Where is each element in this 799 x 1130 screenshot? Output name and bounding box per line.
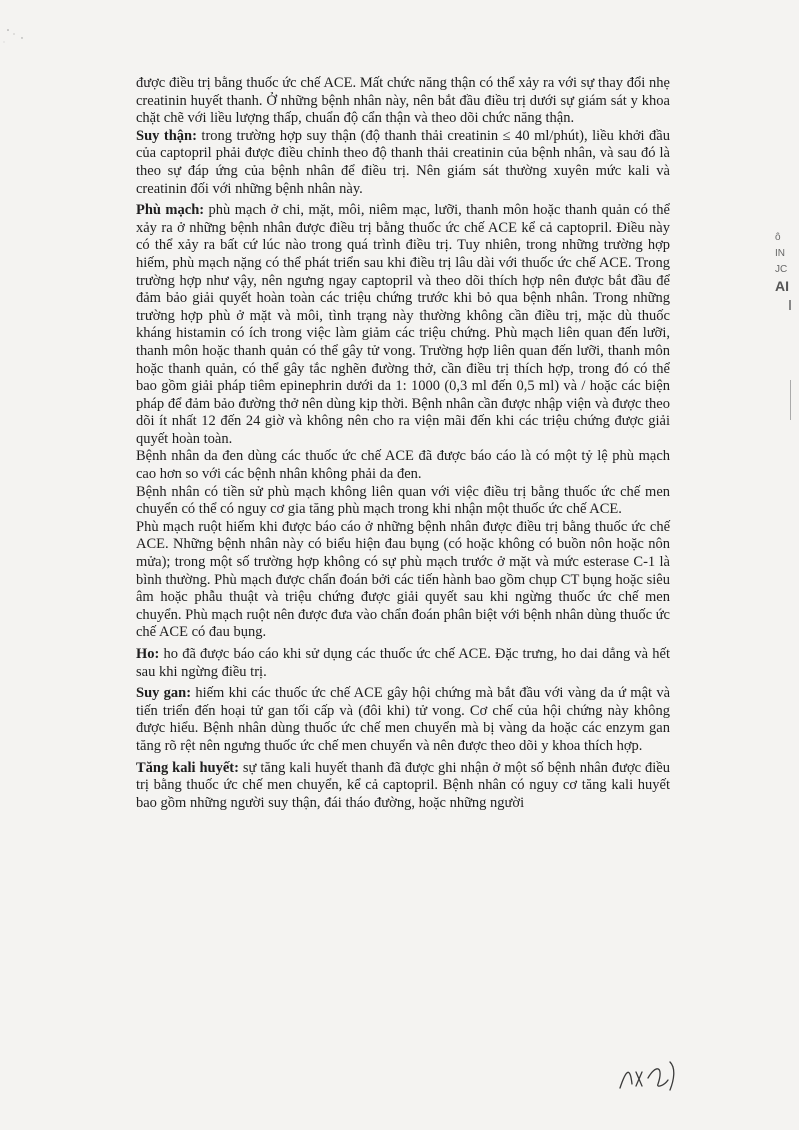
paragraph-label: Suy gan:	[136, 685, 192, 702]
edge-mark: JC	[775, 264, 788, 275]
edge-mark: AI	[775, 278, 789, 294]
paragraph-text: phù mạch ở chi, mặt, môi, niêm mạc, lưỡi, thanh môn hoặc thanh quản có thể xảy ra ở những bệnh nhân được điều trị bằng thuốc ức chế ACE kể cả captopril. Điều này có thể xảy ra bất cứ lúc nào trong quá trình điều trị. Tuy nhiên, trong những trường hợp hiếm, phù mạch nặng có thể phát triển sau khi điều trị lâu dài với thuốc ức chế ACE. Trong trường hợp như vậy, nên ngưng ngay captopril và theo dõi thích hợp nên được bắt đầu để đảm bảo giải quyết hoàn toàn các triệu chứng trước khi bỏ qua bệnh nhân. Trong những trường hợp phù ở mặt và môi, tình trạng này thường không cần điều trị, mặc dù thuốc kháng histamin có ích trong việc làm giảm các triệu chứng. Phù mạch liên quan đến lưỡi, thanh môn hoặc thanh quản có thể gây tử vong. Trường hợp liên quan đến lưỡi, thanh môn hoặc thanh quản, có thể gây tắc nghẽn đường thở, cần điều trị thích hợp, trong đó có thể bao gồm giải pháp tiêm epinephrin dưới da 1: 1000 (0,3 ml đến 0,5 ml) và / hoặc các biện pháp để đảm bảo đường thở nên dùng kịp thời. Bệnh nhân cần được nhập viện và được theo dõi ít nhất 12 đến 24 giờ và không nên cho ra viện mãi đến khi các triệu chứng được giải quyết hoàn toàn.	[136, 202, 670, 447]
paragraph-text: hiếm khi các thuốc ức chế ACE gây hội chứng mà bắt đầu với vàng da ứ mật và tiến triển đến hoại tử gan tối cấp và (đôi khi) tử vong. Cơ chế của hội chứng này không được hiểu. Bệnh nhân dùng thuốc ức chế men chuyển mà bị vàng da hoặc các enzym gan tăng rõ rệt nên ngưng thuốc ức chế men chuyển và nên được theo dõi y khoa thích hợp.	[136, 685, 671, 754]
edge-tick	[789, 300, 791, 310]
edge-mark: IN	[775, 248, 785, 259]
paragraph-text: Phù mạch ruột hiếm khi được báo cáo ở những bệnh nhân được điều trị bằng thuốc ức chế ACE. Những bệnh nhân này có biểu hiện đau bụng (có hoặc không có buồn nôn hoặc nôn mửa); trong một số trường hợp không có sự phù mạch trước ở mặt và mức esterase C-1 là bình thường. Phù mạch được chẩn đoán bởi các tiến hành bao gồm chụp CT bụng hoặc siêu âm hoặc phẫu thuật và triệu chứng được giải quyết sau khi ngừng thuốc ức chế men chuyển. Phù mạch ruột nên được đưa vào chẩn đoán phân biệt với bệnh nhân dùng thuốc ức chế ACE có đau bụng.	[136, 518, 670, 641]
paragraph-label: Ho:	[136, 646, 160, 662]
paragraph	[136, 484, 670, 519]
paragraph-text: Bệnh nhân da đen dùng các thuốc ức chế ACE đã được báo cáo là có một tỷ lệ phù mạch cao hơn so với các bệnh nhân không phải da đen.	[136, 448, 670, 483]
paragraph-label: Phù mạch:	[136, 202, 205, 219]
paragraph	[136, 448, 670, 483]
edge-mark: ô	[775, 232, 781, 243]
paragraph-intestinal-angioedema	[136, 519, 670, 642]
paragraph-hyperkalemia	[136, 760, 670, 813]
paragraph-label: Tăng kali huyết:	[136, 759, 239, 776]
paragraph-text: sự tăng kali huyết thanh đã được ghi nhận ở một số bệnh nhân được điều trị bằng thuốc ức chế men chuyển, kể cả captopril. Bệnh nhân có nguy cơ tăng kali huyết bao gồm những người suy thận, đái tháo đường, hoặc những người	[136, 759, 670, 811]
paragraph-text: được điều trị bằng thuốc ức chế ACE. Mất chức năng thận có thể xảy ra với sự thay đổi nhẹ creatinin huyết thanh. Ở những bệnh nhân này, nên bắt đầu điều trị dưới sự giám sát y khoa chặt chẽ với liều lượng thấp, chuẩn độ cẩn thận và theo dõi chức năng thận.	[136, 75, 670, 127]
handwritten-mark	[612, 1050, 692, 1098]
paragraph-angioedema	[136, 202, 670, 448]
paragraph-cough	[136, 646, 670, 681]
paragraph-text: trong trường hợp suy thận (độ thanh thải creatinin ≤ 40 ml/phút), liều khởi đầu của captopril phải được điều chỉnh theo độ thanh thải creatinin của bệnh nhân, và sau đó là theo sự đáp ứng của bệnh nhân để điều trị. Nên giám sát thường xuyên mức kali và creatinin đối với những bệnh nhân này.	[136, 127, 670, 197]
paragraph-text: Bệnh nhân có tiền sử phù mạch không liên quan với việc điều trị bằng thuốc ức chế men chuyển có thể có nguy cơ gia tăng phù mạch trong khi nhận một thuốc ức chế ACE.	[136, 483, 670, 518]
paragraph	[136, 75, 670, 128]
paragraph-hepatic-failure	[136, 685, 670, 755]
paragraph-text: ho đã được báo cáo khi sử dụng các thuốc ức chế ACE. Đặc trưng, ho dai dẳng và hết sau khi ngừng điều trị.	[136, 646, 670, 680]
body-text	[136, 75, 670, 812]
scan-noise	[0, 20, 40, 60]
page-edge-bleed	[775, 230, 799, 370]
edge-tick	[790, 380, 791, 420]
paragraph-renal-failure	[136, 128, 670, 198]
paragraph-label: Suy thận:	[136, 127, 197, 144]
